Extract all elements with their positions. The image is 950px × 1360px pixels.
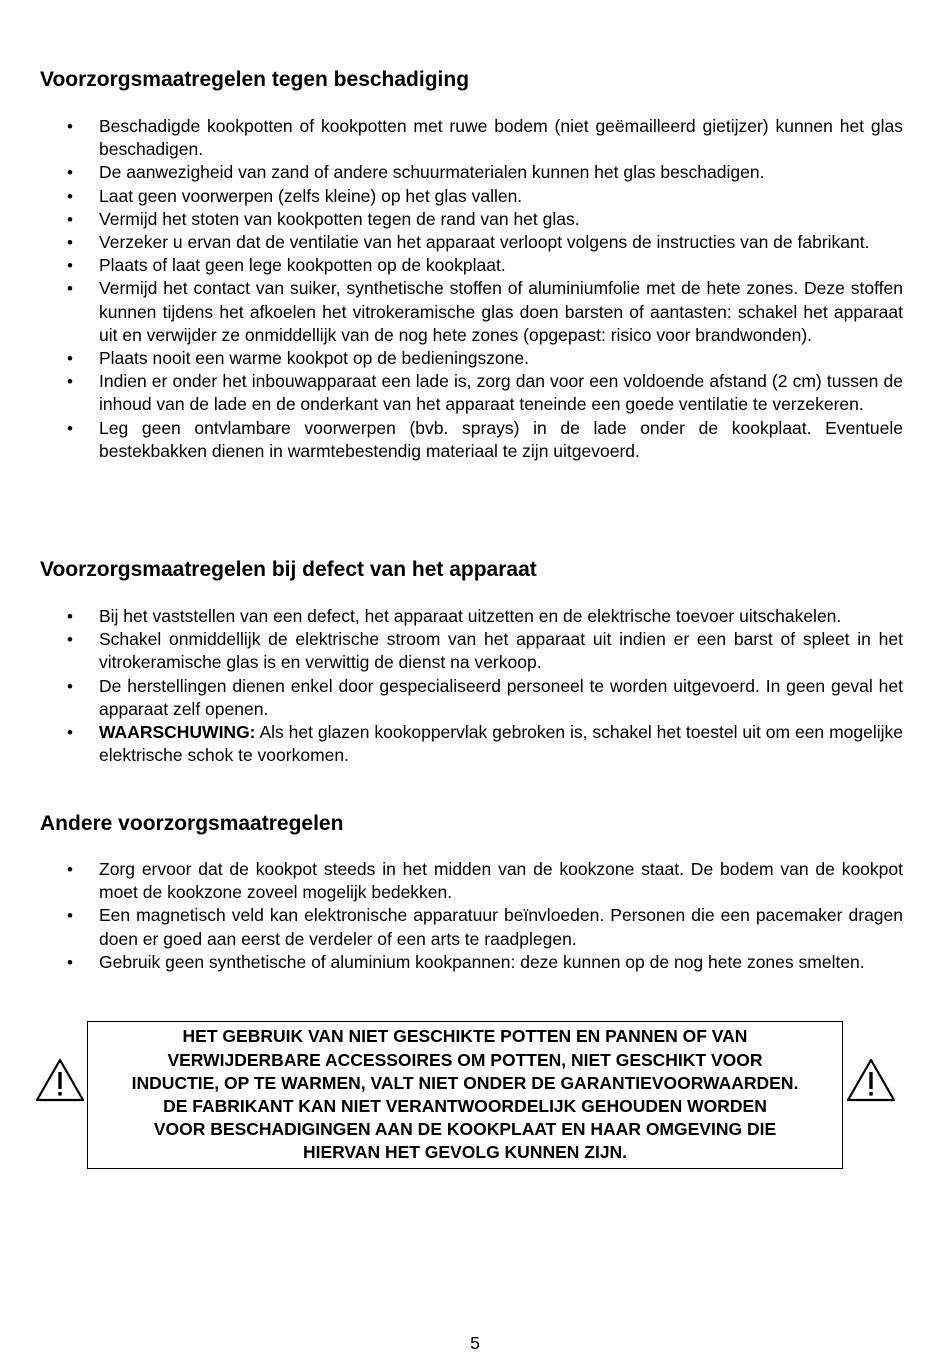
warning-text: Als het glazen kookoppervlak gebroken is, schakel het toestel uit om een mogelijke elektrische schok te voorkomen. [99,722,903,766]
list-item: • Verzeker u ervan dat de ventilatie van het apparaat verloopt volgens de instructies van de fabrikant. [40,231,903,254]
section-heading-damage: Voorzorgsmaatregelen tegen beschadiging [40,68,470,91]
list-item: • Vermijd het contact van suiker, synthetische stoffen of aluminiumfolie met de hete zones. Deze stoffen kunnen tijdens het afkoelen het vitrokeramische glas doen barsten of aantasten: schakel het apparaat uit en verwijder ze onmiddellijk van de nog hete zones (opgepast: risico voor brandwonden). [40,277,903,347]
list-item: • Bij het vaststellen van een defect, het apparaat uitzetten en de elektrische toevoer uitschakelen. [40,605,903,628]
list-item: • Gebruik geen synthetische of aluminium kookpannen: deze kunnen op de nog hete zones smelten. [40,951,903,974]
list-item: • De aanwezigheid van zand of andere schuurmaterialen kunnen het glas beschadigen. [40,161,903,184]
defect-precautions-list [40,605,903,767]
list-item: • Leg geen ontvlambare voorwerpen (bvb. sprays) in de lade onder de kookplaat. Eventuele bestekbakken dienen in warmtebestendig materiaal te zijn uitgevoerd. [40,417,903,463]
list-item: • Beschadigde kookpotten of kookpotten met ruwe bodem (niet geëmailleerd gietijzer) kunnen het glas beschadigen. [40,115,903,161]
section-heading-other: Andere voorzorgsmaatregelen [40,812,344,835]
warning-box-line: VOOR BESCHADIGINGEN AAN DE KOOKPLAAT EN HAAR OMGEVING DIE [153,1119,777,1140]
warning-triangle-icon [35,1058,85,1102]
list-item: • Laat geen voorwerpen (zelfs kleine) op het glas vallen. [40,185,903,208]
list-item: • De herstellingen dienen enkel door gespecialiseerd personeel te worden uitgevoerd. In geen geval het apparaat zelf openen. [40,675,903,721]
warning-box-line: DE FABRIKANT KAN NIET VERANTWOORDELIJK GEHOUDEN WORDEN [163,1096,767,1116]
warranty-warning-box [87,1021,843,1169]
warning-box-text [132,1025,799,1164]
list-item: • Vermijd het stoten van kookpotten tegen de rand van het glas. [40,208,903,231]
list-item [40,721,903,767]
warning-box-line: HET GEBRUIK VAN NIET GESCHIKTE POTTEN EN PANNEN OF VAN [182,1026,748,1047]
damage-precautions-list [40,115,903,463]
list-item: • Plaats of laat geen lege kookpotten op de kookplaat. [40,254,903,277]
list-item: • Plaats nooit een warme kookpot op de bedieningszone. [40,347,903,370]
warning-label: WAARSCHUWING: [99,722,256,743]
warning-box-line: VERWIJDERBARE ACCESSOIRES OM POTTEN, NIET GESCHIKT VOOR [167,1049,763,1070]
warning-triangle-icon [846,1058,896,1102]
list-item: • Indien er onder het inbouwapparaat een lade is, zorg dan voor een voldoende afstand (2 cm) tussen de inhoud van de lade en de onderkant van het apparaat teneinde een goede ventilatie te verzekeren. [40,370,903,416]
list-item: • Zorg ervoor dat de kookpot steeds in het midden van de kookzone staat. De bodem van de kookpot moet de kookzone zoveel mogelijk bedekken. [40,858,903,904]
list-item: • Schakel onmiddellijk de elektrische stroom van het apparaat uit indien er een barst of spleet in het vitrokeramische glas is en verwittig de dienst na verkoop. [40,628,903,674]
warning-box-line: INDUCTIE, OP TE WARMEN, VALT NIET ONDER DE GARANTIEVOORWAARDEN. [131,1072,799,1093]
warning-box-line: HIERVAN HET GEVOLG KUNNEN ZIJN. [302,1142,628,1163]
other-precautions-list [40,858,903,974]
page-number: 5 [470,1333,480,1353]
section-heading-defect: Voorzorgsmaatregelen bij defect van het apparaat [40,558,537,581]
list-item: • Een magnetisch veld kan elektronische apparatuur beïnvloeden. Personen die een pacemaker dragen doen er goed aan eerst de verdeler of een arts te raadplegen. [40,904,903,950]
